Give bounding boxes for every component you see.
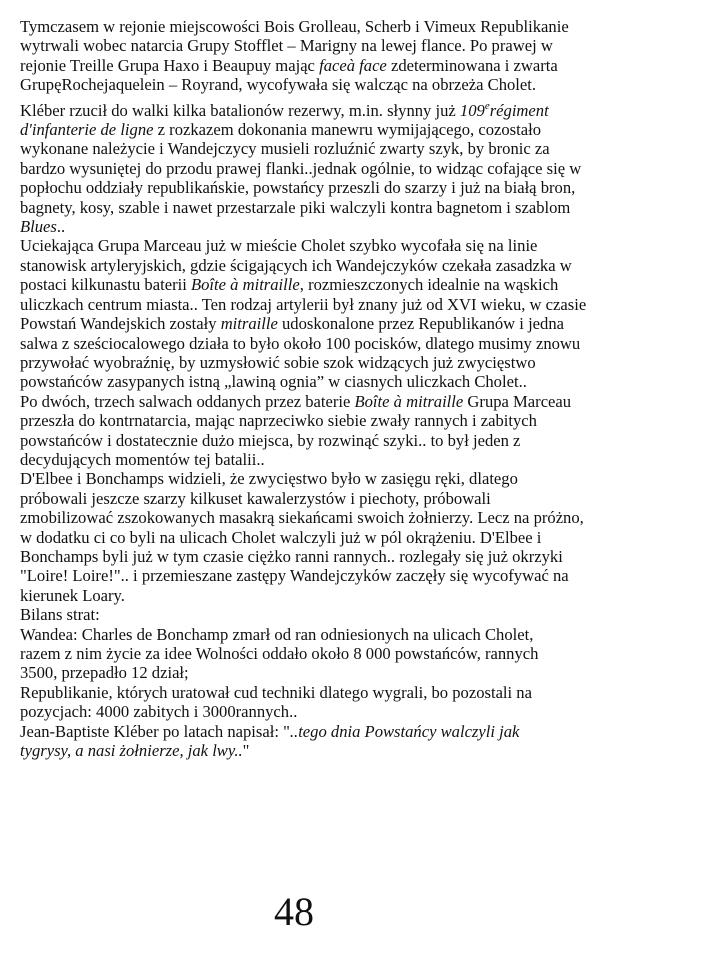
page-number: 48	[274, 889, 314, 934]
text-run: ..	[56, 217, 66, 237]
text-line	[20, 528, 700, 547]
text-run: Kléber rzucił do walki kilka batalionów rezerwy, m.in. słynny już	[20, 100, 460, 120]
text-line	[20, 56, 700, 75]
document-body	[20, 17, 700, 760]
text-run: kierunek Loary.	[20, 585, 125, 605]
text-run: powstańców zasypanych istną „lawiną ognia” w ciasnych uliczkach Cholet..	[20, 372, 527, 392]
paragraph	[20, 605, 700, 624]
text-run: wytrwali wobec natarcia Grupy Stofflet – Marigny na lewej flance. Po prawej w	[20, 36, 553, 56]
text-line	[20, 722, 700, 741]
text-line	[20, 683, 700, 702]
text-run: razem z nim życie za idee Wolności oddało około 8 000 powstańców, rannych	[20, 644, 539, 663]
text-line	[20, 314, 700, 333]
text-run: "Loire! Loire!".. i przemieszane zastępy Wandejczyków zaczęły się wycofywać na	[20, 566, 569, 586]
text-line	[20, 566, 700, 585]
text-line	[20, 139, 700, 158]
text-run: Powstań Wandejskich zostały	[20, 314, 221, 334]
text-line	[20, 178, 700, 197]
text-run: zdeterminowana i zwarta	[386, 55, 558, 75]
paragraph	[20, 469, 700, 605]
italic-run: Boîte à mitraille	[354, 391, 464, 411]
italic-run: tygrysy, a nasi żołnierze, jak lwy..	[20, 741, 243, 761]
italic-run: Blues	[20, 217, 57, 237]
text-line	[20, 275, 700, 294]
paragraph	[20, 722, 700, 761]
text-line	[20, 469, 700, 488]
text-run: Republikanie, których uratował cud techniki dlatego wygrali, bo pozostali na	[20, 682, 532, 702]
text-line	[20, 450, 700, 469]
paragraph	[20, 683, 700, 722]
text-run: próbowali jeszcze szarzy kilkuset kawalerzystów i piechoty, próbowali	[20, 488, 491, 508]
text-run: Uciekająca Grupa Marceau już w mieście Cholet szybko wycofała się na linie	[20, 236, 538, 256]
text-line	[20, 392, 700, 411]
text-line	[20, 605, 700, 624]
text-run: 3500, przepadło 12 dział;	[20, 663, 189, 683]
text-line	[20, 586, 700, 605]
text-line	[20, 431, 700, 450]
text-run: przywołać wyobraźnię, by uzmysłowić sobie szok widzących już zwycięstwo	[20, 352, 536, 372]
text-line	[20, 508, 700, 527]
text-line	[20, 372, 700, 391]
text-line	[20, 353, 700, 372]
paragraph	[20, 392, 700, 470]
text-line	[20, 741, 700, 760]
text-line	[20, 489, 700, 508]
text-run: uliczkach centrum miasta.. Ten rodzaj artylerii był znany już od XVI wieku, w czasie	[20, 294, 587, 314]
text-run: postaci kilkunastu baterii	[20, 275, 191, 295]
text-run: z rozkazem dokonania manewru wymijającego, cozostało	[153, 120, 542, 140]
text-line	[20, 547, 700, 566]
text-line	[20, 217, 700, 236]
text-run: bagnety, kosy, szable i nawet przestarzale piki walczyli kontra bagnetom i szablom	[20, 197, 571, 217]
italic-run: e	[484, 99, 490, 112]
text-line	[20, 334, 700, 353]
paragraph	[20, 17, 700, 95]
italic-run: Boîte à mitraille	[190, 275, 300, 295]
italic-run: ..tego dnia Powstańcy walczyli jak	[289, 721, 520, 741]
italic-run: 109	[459, 100, 485, 120]
text-run: salwa z sześciocalowego działa to było około 100 pocisków, dlatego musimy znowu	[20, 333, 581, 353]
text-run: decydujących momentów tej batalii..	[20, 449, 265, 469]
paragraph	[20, 625, 700, 683]
italic-run: mitraille	[220, 314, 278, 334]
text-line	[20, 702, 700, 721]
text-line	[20, 644, 700, 663]
text-run: powstańców i dostatecznie dużo miejsca, by rozwinąć szyki.. to był jeden z	[20, 430, 521, 450]
paragraph	[20, 236, 700, 391]
text-line	[20, 295, 700, 314]
text-line	[20, 236, 700, 255]
italic-run: d'infanterie de ligne	[20, 120, 154, 140]
text-run: Po dwóch, trzech salwach oddanych przez baterie	[20, 391, 355, 411]
text-run: przeszła do kontrnatarcia, mając naprzeciwko siebie zwały rannych i zabitych	[20, 411, 537, 431]
text-run: wykonane należycie i Wandejczycy musieli rozluźnić zwarty szyk, by bronic za	[20, 139, 550, 159]
text-line	[20, 120, 700, 139]
text-line	[20, 625, 700, 644]
text-line	[20, 198, 700, 217]
text-line	[20, 75, 700, 94]
text-run: D'Elbee i Bonchamps widzieli, że zwycięstwo było w zasięgu ręki, dlatego	[20, 469, 518, 489]
text-run: pozycjach: 4000 zabitych i 3000rannych..	[20, 702, 298, 722]
text-run: Tymczasem w rejonie miejscowości Bois Grolleau, Scherb i Vimeux Republikanie	[20, 17, 569, 36]
text-run: Grupa Marceau	[463, 391, 572, 411]
text-run: popłochu oddziały republikańskie, powstańcy przeszli do szarzy i już na białą bron,	[20, 178, 576, 198]
text-run: zmobilizować zszokowanych masakrą siekańcami swoich żołnierzy. Lecz na próżno,	[20, 508, 584, 528]
text-run: "	[242, 741, 250, 761]
text-line	[20, 36, 700, 55]
text-run: udoskonalone przez Republikanów i jedna	[277, 314, 565, 334]
italic-run: régiment	[489, 100, 549, 120]
text-run: GrupęRochejaquelein – Royrand, wycofywała się walcząc na obrzeża Cholet.	[20, 75, 537, 95]
text-run: bardzo wysuniętej do przodu prawej flanki..jednak ogólnie, to widząc cofające się w	[20, 158, 582, 178]
text-line	[20, 101, 700, 120]
text-run: Jean-Baptiste Kléber po latach napisał: "	[20, 721, 290, 741]
text-run: Bilans strat:	[20, 605, 100, 625]
paragraph	[20, 101, 700, 237]
text-run: rejonie Treille Grupa Haxo i Beaupuy mając	[20, 55, 320, 75]
text-run: , rozmieszczonych idealnie na wąskich	[299, 275, 559, 295]
text-line	[20, 411, 700, 430]
text-line	[20, 663, 700, 682]
text-line	[20, 17, 700, 36]
text-run: stanowisk artyleryjskich, gdzie ścigających ich Wandejczyków czekała zasadzka w	[20, 255, 572, 275]
text-run: w dodatku ci co byli na ulicach Cholet walczyli już w pól okrążeniu. D'Elbee i	[20, 527, 542, 547]
text-line	[20, 159, 700, 178]
italic-run: faceà face	[319, 55, 387, 75]
text-line	[20, 256, 700, 275]
text-run: Wandea: Charles de Bonchamp zmarł od ran odniesionych na ulicach Cholet,	[20, 624, 534, 644]
text-run: Bonchamps byli już w tym czasie ciężko ranni rannych.. rozlegały się już okrzyki	[20, 546, 563, 566]
